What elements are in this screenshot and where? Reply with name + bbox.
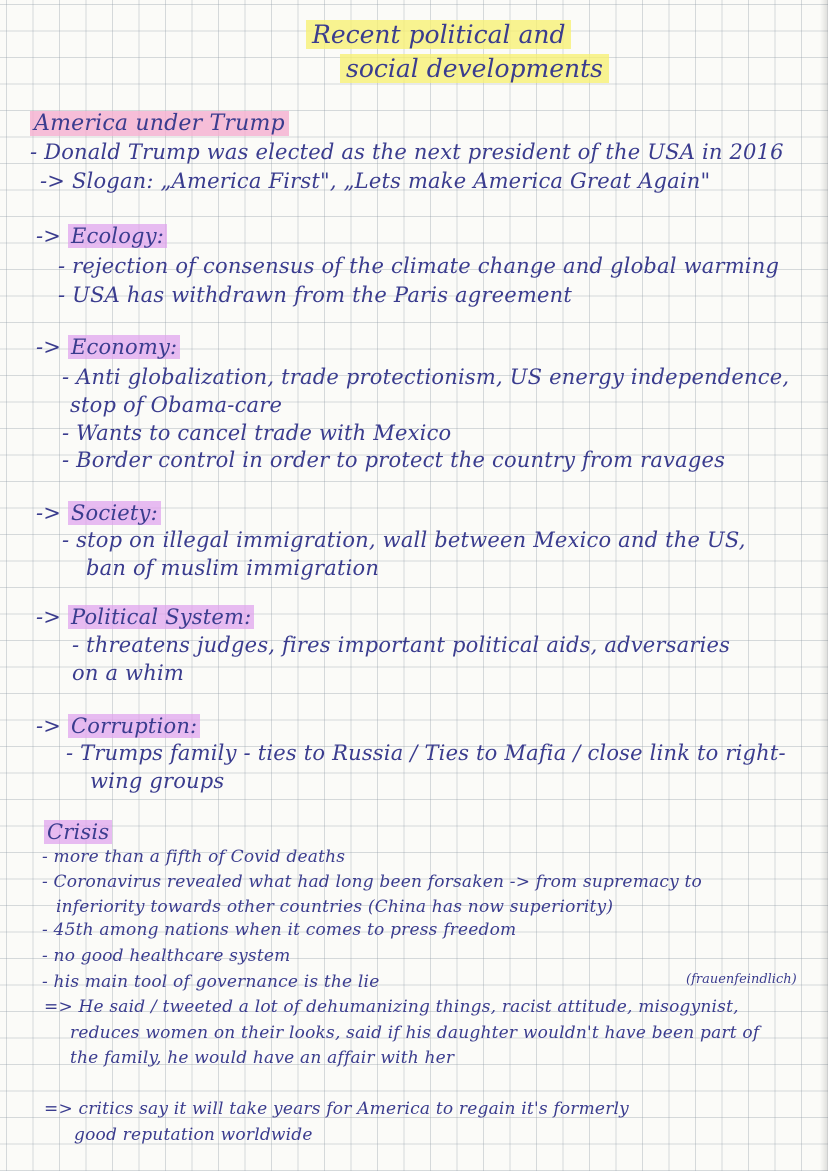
- text-line: -> Slogan: „America First", „Lets make America Great Again": [40, 169, 711, 193]
- margin-note: (frauenfeindlich): [686, 972, 797, 987]
- text-line: ban of muslim immigration: [86, 556, 380, 580]
- section-heading-america: America under Trump: [30, 113, 289, 135]
- section-heading-ecology: -> Ecology:: [36, 226, 167, 247]
- text-line: on a whim: [72, 661, 184, 685]
- text-line: - stop on illegal immigration, wall between Mexico and the US,: [62, 528, 746, 552]
- title-line-1: Recent political and: [306, 20, 571, 49]
- text-line: stop of Obama-care: [70, 393, 283, 417]
- page-edge-shadow: [820, 0, 828, 1171]
- text-line: - no good healthcare system: [42, 946, 291, 966]
- section-heading-crisis: Crisis: [44, 822, 112, 843]
- text-line: - Donald Trump was elected as the next president of the USA in 2016: [30, 140, 784, 164]
- text-line: - threatens judges, fires important political aids, adversaries: [72, 633, 731, 657]
- title-line-2: social developments: [340, 54, 609, 83]
- text-line: - 45th among nations when it comes to press freedom: [42, 920, 517, 940]
- text-line: => critics say it will take years for America to regain it's formerly: [44, 1099, 629, 1119]
- text-line: - rejection of consensus of the climate change and global warming: [58, 254, 780, 278]
- text-line: good reputation worldwide: [74, 1125, 313, 1145]
- text-line: - Wants to cancel trade with Mexico: [62, 421, 452, 445]
- text-line: reduces women on their looks, said if his daughter wouldn't have been part of: [70, 1023, 760, 1043]
- text-line: wing groups: [90, 769, 225, 793]
- text-line: - USA has withdrawn from the Paris agreement: [58, 283, 573, 307]
- text-line: - Anti globalization, trade protectionism, US energy independence,: [62, 365, 790, 389]
- section-heading-society: -> Society:: [36, 503, 161, 524]
- section-heading-corruption: -> Corruption:: [36, 716, 200, 737]
- text-line: the family, he would have an affair with her: [70, 1048, 455, 1068]
- text-line: => He said / tweeted a lot of dehumanizing things, racist attitude, misogynist,: [44, 997, 739, 1017]
- text-line: - Coronavirus revealed what had long been forsaken -> from supremacy to: [42, 872, 702, 892]
- section-heading-economy: -> Economy:: [36, 337, 180, 358]
- text-line: inferiority towards other countries (China has now superiority): [56, 897, 614, 917]
- text-line: - his main tool of governance is the lie: [42, 972, 380, 992]
- text-line: - Trumps family - ties to Russia / Ties to Mafia / close link to right-: [66, 741, 786, 765]
- text-line: - more than a fifth of Covid deaths: [42, 847, 346, 867]
- section-heading-political-system: -> Political System:: [36, 607, 254, 628]
- text-line: - Border control in order to protect the country from ravages: [62, 448, 726, 472]
